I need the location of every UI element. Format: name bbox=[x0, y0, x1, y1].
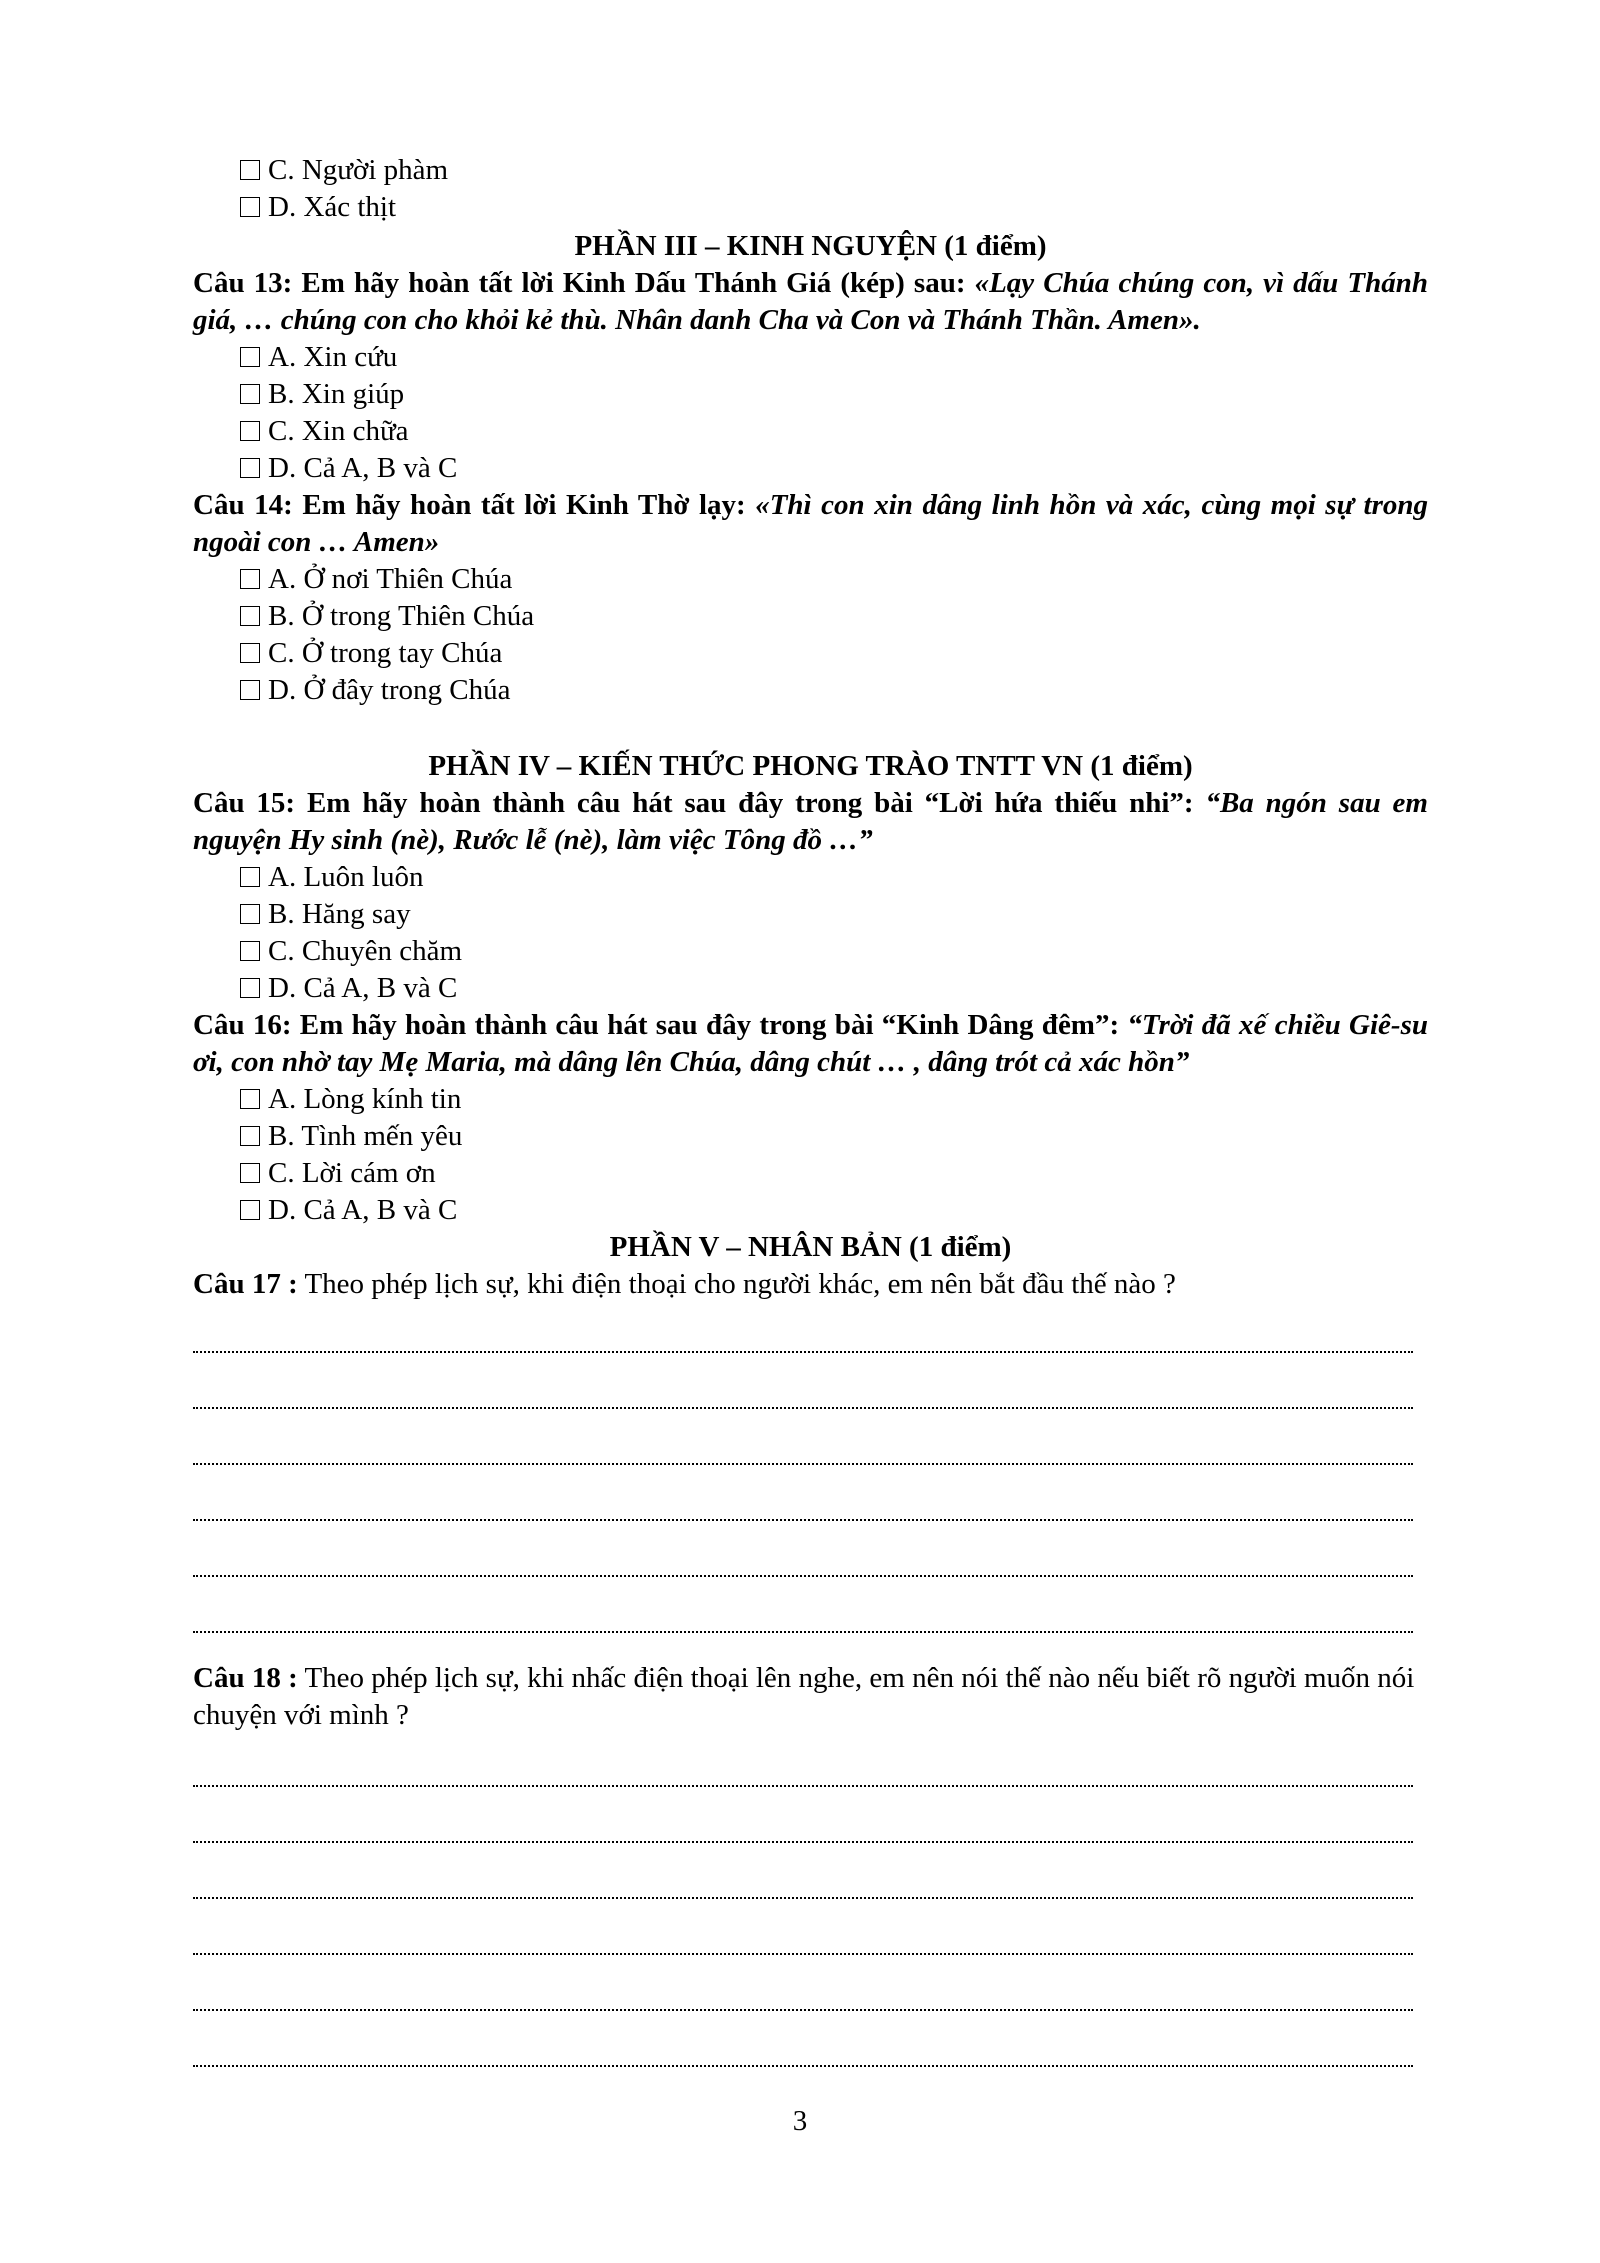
checkbox-icon[interactable] bbox=[240, 569, 260, 589]
checkbox-icon[interactable] bbox=[240, 1126, 260, 1146]
dotted-answer-line[interactable] bbox=[193, 1849, 1428, 1905]
checkbox-icon[interactable] bbox=[240, 347, 260, 367]
dotted-answer-line[interactable] bbox=[193, 1737, 1428, 1793]
question-14: Câu 14: Em hãy hoàn tất lời Kinh Thờ lạy: «Thì con xin dâng linh hồn và xác, cùng mọi sự trong ngoài con … Amen» bbox=[193, 489, 1428, 558]
checkbox-icon[interactable] bbox=[240, 904, 260, 924]
answer-option[interactable]: C. Lời cám ơn bbox=[193, 1155, 1428, 1192]
answer-option[interactable]: A. Ở nơi Thiên Chúa bbox=[193, 561, 1428, 598]
answer-option[interactable]: C. Ở trong tay Chúa bbox=[193, 635, 1428, 672]
dotted-answer-line[interactable] bbox=[193, 1961, 1428, 2017]
answer-option[interactable]: D. Cả A, B và C bbox=[193, 1192, 1428, 1229]
checkbox-icon[interactable] bbox=[240, 978, 260, 998]
answer-area-17[interactable] bbox=[193, 1303, 1428, 1639]
question-17: Câu 17 : Theo phép lịch sự, khi điện thoại cho người khác, em nên bắt đầu thế nào ? bbox=[193, 1268, 1176, 1300]
question-18-block bbox=[193, 1660, 1428, 1734]
section-heading: PHẦN V – NHÂN BẢN (1 điểm) bbox=[609, 1231, 1012, 1263]
dotted-answer-line[interactable] bbox=[193, 1303, 1428, 1359]
previous-question-options bbox=[193, 152, 1428, 226]
page-number: 3 bbox=[792, 2105, 808, 2137]
answer-option[interactable]: B. Ở trong Thiên Chúa bbox=[193, 598, 1428, 635]
section-4 bbox=[193, 748, 1428, 1303]
answer-option[interactable]: C. Chuyên chăm bbox=[193, 933, 1428, 970]
dotted-answer-line[interactable] bbox=[193, 1793, 1428, 1849]
checkbox-icon[interactable] bbox=[240, 458, 260, 478]
question-16: Câu 16: Em hãy hoàn thành câu hát sau đây trong bài “Kinh Dâng đêm”: “Trời đã xế chiều Giê-su ơi, con nhờ tay Mẹ Maria, mà dâng lên Chúa, dâng chút … , dâng trót cả xác hồn” bbox=[193, 1009, 1428, 1078]
dotted-answer-line[interactable] bbox=[193, 1415, 1428, 1471]
question-13: Câu 13: Em hãy hoàn tất lời Kinh Dấu Thánh Giá (kép) sau: «Lạy Chúa chúng con, vì dấu Thánh giá, … chúng con cho khỏi kẻ thù. Nhân danh Cha và Con và Thánh Thần. Amen». bbox=[193, 267, 1429, 336]
checkbox-icon[interactable] bbox=[240, 197, 260, 217]
question-18: Câu 18 : Theo phép lịch sự, khi nhấc điện thoại lên nghe, em nên nói thế nào nếu biết rõ người muốn nói chuyện với mình ? bbox=[193, 1662, 1415, 1731]
checkbox-icon[interactable] bbox=[240, 606, 260, 626]
checkbox-icon[interactable] bbox=[240, 384, 260, 404]
checkbox-icon[interactable] bbox=[240, 1163, 260, 1183]
checkbox-icon[interactable] bbox=[240, 643, 260, 663]
section-3 bbox=[193, 228, 1428, 709]
answer-option[interactable]: B. Xin giúp bbox=[193, 376, 1428, 413]
answer-option[interactable]: D. Cả A, B và C bbox=[193, 450, 1428, 487]
answer-option[interactable]: B. Tình mến yêu bbox=[193, 1118, 1428, 1155]
checkbox-icon[interactable] bbox=[240, 867, 260, 887]
answer-option[interactable]: A. Xin cứu bbox=[193, 339, 1428, 376]
checkbox-icon[interactable] bbox=[240, 1089, 260, 1109]
answer-option[interactable]: D. Xác thịt bbox=[193, 189, 1428, 226]
checkbox-icon[interactable] bbox=[240, 941, 260, 961]
dotted-answer-line[interactable] bbox=[193, 1359, 1428, 1415]
answer-option[interactable]: C. Xin chữa bbox=[193, 413, 1428, 450]
answer-option[interactable]: D. Cả A, B và C bbox=[193, 970, 1428, 1007]
checkbox-icon[interactable] bbox=[240, 680, 260, 700]
dotted-answer-line[interactable] bbox=[193, 1527, 1428, 1583]
answer-area-18[interactable] bbox=[193, 1737, 1428, 2073]
section-heading: PHẦN III – KINH NGUYỆN (1 điểm) bbox=[574, 230, 1047, 262]
dotted-answer-line[interactable] bbox=[193, 1905, 1428, 1961]
answer-option[interactable]: B. Hăng say bbox=[193, 896, 1428, 933]
checkbox-icon[interactable] bbox=[240, 421, 260, 441]
answer-option[interactable]: A. Lòng kính tin bbox=[193, 1081, 1428, 1118]
answer-option[interactable]: C. Người phàm bbox=[193, 152, 1428, 189]
dotted-answer-line[interactable] bbox=[193, 1583, 1428, 1639]
answer-option[interactable]: A. Luôn luôn bbox=[193, 859, 1428, 896]
answer-option[interactable]: D. Ở đây trong Chúa bbox=[193, 672, 1428, 709]
checkbox-icon[interactable] bbox=[240, 160, 260, 180]
checkbox-icon[interactable] bbox=[240, 1200, 260, 1220]
dotted-answer-line[interactable] bbox=[193, 1471, 1428, 1527]
section-heading: PHẦN IV – KIẾN THỨC PHONG TRÀO TNTT VN (1 điểm) bbox=[428, 750, 1193, 782]
dotted-answer-line[interactable] bbox=[193, 2017, 1428, 2073]
question-15: Câu 15: Em hãy hoàn thành câu hát sau đây trong bài “Lời hứa thiếu nhi”: “Ba ngón sau em nguyện Hy sinh (nè), Rước lễ (nè), làm việc Tông đồ …” bbox=[193, 787, 1428, 856]
